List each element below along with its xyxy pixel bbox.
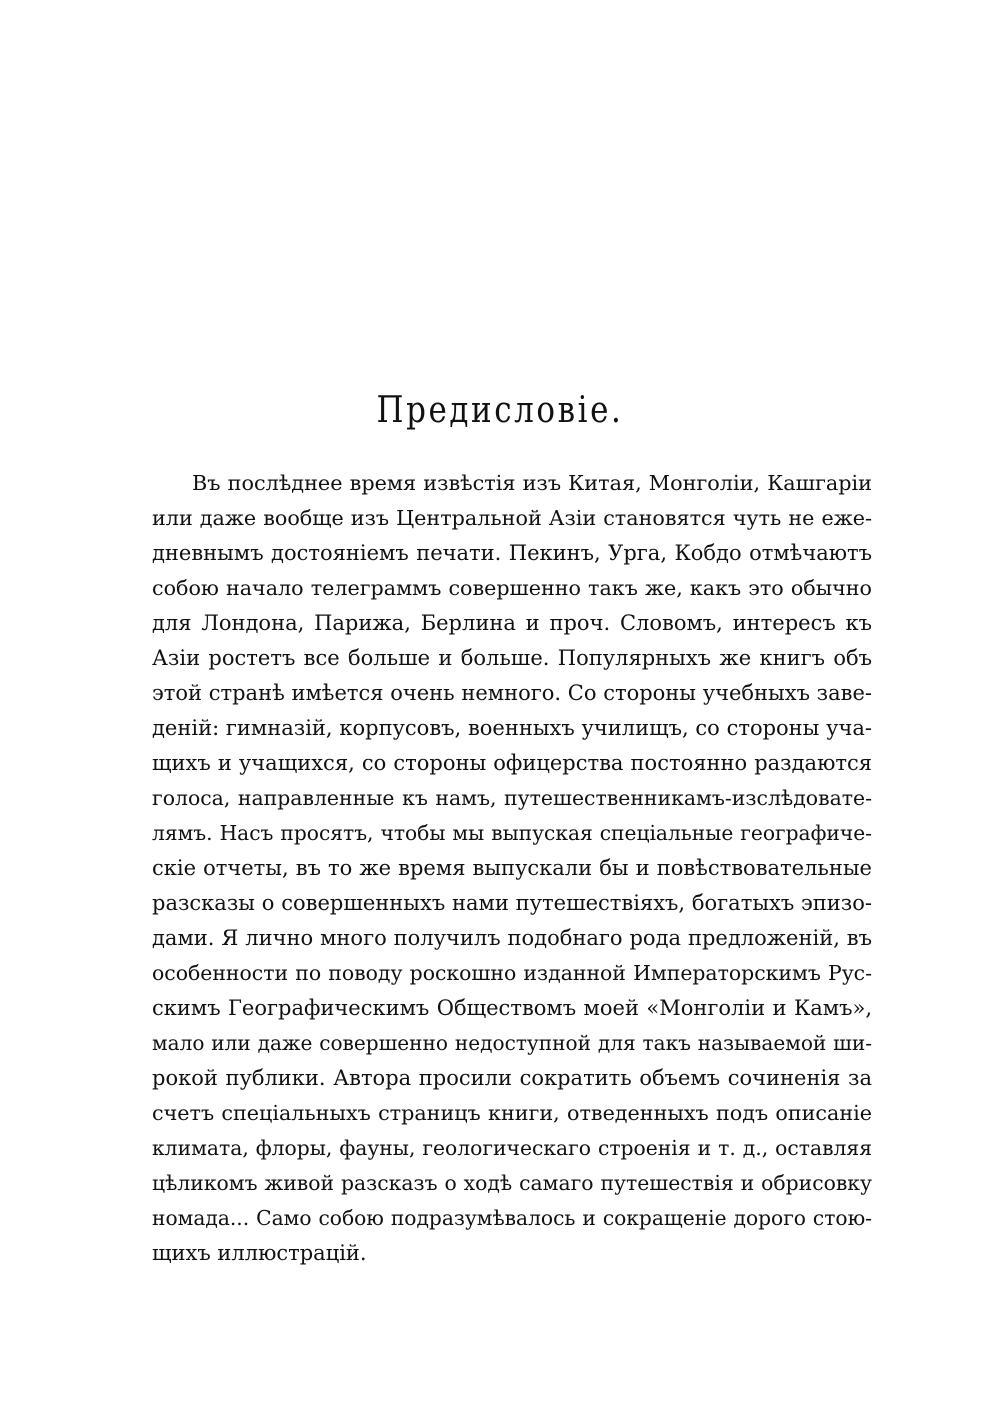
text-line: разсказы о совершенныхъ нами путешествіяхъ, богатыхъ эпизо- bbox=[152, 891, 872, 915]
text-line: голоса, направленные къ намъ, путешественникамъ-изслѣдовате- bbox=[152, 786, 872, 810]
text-line: деній: гимназій, корпусовъ, военныхъ училищъ, со стороны уча- bbox=[152, 716, 872, 740]
text-line: рокой публики. Автора просили сократить объемъ сочиненія за bbox=[152, 1066, 872, 1090]
text-line: дневнымъ достояніемъ печати. Пекинъ, Урга, Кобдо отмѣчаютъ bbox=[152, 541, 872, 565]
text-line: собою начало телеграммъ совершенно такъ же, какъ это обычно bbox=[152, 576, 872, 600]
text-line: дами. Я лично много получилъ подобнаго рода предложеній, въ bbox=[152, 926, 872, 950]
text-line: счетъ спеціальныхъ страницъ книги, отведенныхъ подъ описаніе bbox=[152, 1101, 872, 1125]
text-line: этой странѣ имѣется очень немного. Со стороны учебныхъ заве- bbox=[152, 681, 872, 705]
text-line: особенности по поводу роскошно изданной Императорскимъ Рус- bbox=[152, 961, 872, 985]
text-line: скіе отчеты, въ то же время выпускали бы и повѣствовательные bbox=[152, 856, 872, 880]
text-line: Въ послѣднее время извѣстія изъ Китая, Монголіи, Кашгаріи bbox=[192, 471, 872, 495]
text-line: скимъ Географическимъ Обществомъ моей «Монголіи и Камъ», bbox=[152, 996, 872, 1020]
text-line: щихъ иллюстрацій. bbox=[152, 1241, 367, 1265]
text-line: щихъ и учащихся, со стороны офицерства постоянно раздаются bbox=[152, 751, 872, 775]
preface-paragraph bbox=[152, 466, 872, 1271]
text-line: для Лондона, Парижа, Берлина и проч. Словомъ, интересъ къ bbox=[152, 611, 872, 635]
text-line: цѣликомъ живой разсказъ о ходѣ самаго путешествія и обрисовку bbox=[152, 1171, 872, 1195]
text-line: климата, флоры, фауны, геологическаго строенія и т. д., оставляя bbox=[152, 1136, 872, 1160]
text-line: Азіи ростетъ все больше и больше. Популярныхъ же книгъ объ bbox=[152, 646, 872, 670]
page-title: Предисловіе. bbox=[376, 390, 624, 431]
text-line: лямъ. Насъ просятъ, чтобы мы выпуская спеціальные географиче- bbox=[152, 821, 872, 845]
text-line: или даже вообще изъ Центральной Азіи становятся чуть не еже- bbox=[152, 506, 872, 530]
text-line: мало или даже совершенно недоступной для такъ называемой ши- bbox=[152, 1031, 872, 1055]
text-line: номада... Само собою подразумѣвалось и сокращеніе дорого стою- bbox=[152, 1206, 872, 1230]
